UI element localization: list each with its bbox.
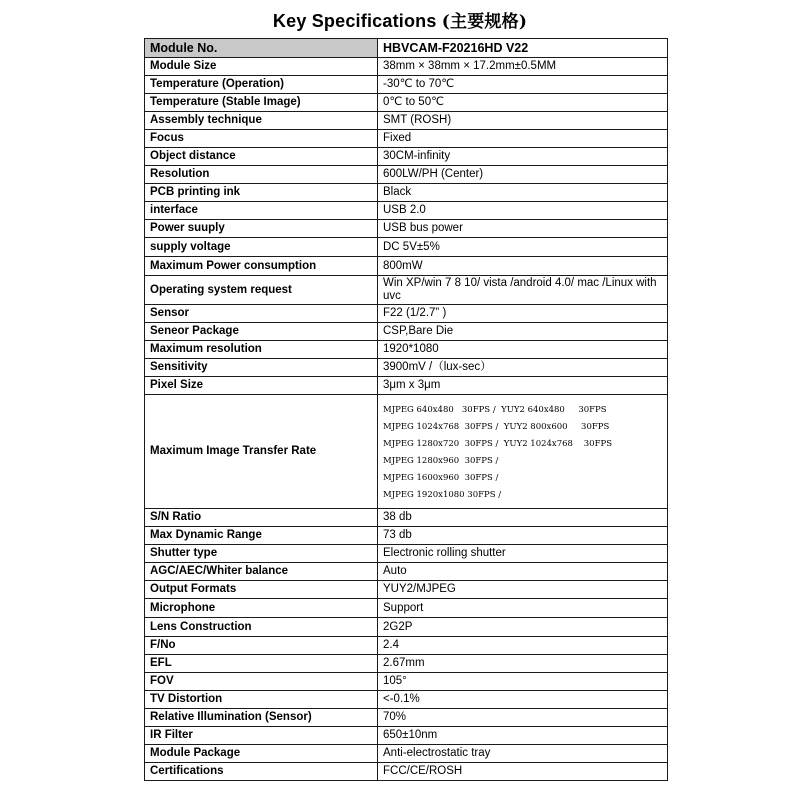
spec-key: Focus [145,130,378,148]
spec-value: -30℃ to 70℃ [378,76,668,94]
spec-key: Sensitivity [145,359,378,377]
spec-key: Module No. [145,39,378,58]
spec-row [145,166,668,184]
spec-value: 1920*1080 [378,341,668,359]
spec-key: Maximum resolution [145,341,378,359]
spec-key: Resolution [145,166,378,184]
spec-value: Win XP/win 7 8 10/ vista /android 4.0/ mac /Linux with uvc [378,276,668,305]
spec-value: Electronic rolling shutter [378,545,668,563]
spec-row [145,148,668,166]
spec-row [145,305,668,323]
spec-row [145,202,668,220]
spec-value: Black [378,184,668,202]
spec-value: 3μm x 3μm [378,377,668,395]
transfer-rate-line: MJPEG 1280x720 30FPS / YUY2 1024x768 30FPS [383,438,613,449]
spec-value: 105° [378,673,668,691]
transfer-rate-line: MJPEG 640x480 30FPS / YUY2 640x480 30FPS [383,404,607,415]
spec-table [144,38,668,781]
spec-row [145,130,668,148]
spec-value: 70% [378,709,668,727]
spec-row [145,637,668,655]
spec-key: Temperature (Stable Image) [145,94,378,112]
spec-value: FCC/CE/ROSH [378,763,668,781]
spec-value: 38mm × 38mm × 17.2mm±0.5MM [378,58,668,76]
spec-row [145,563,668,581]
spec-value: YUY2/MJPEG [378,581,668,599]
spec-row [145,323,668,341]
spec-value: F22 (1/2.7” ) [378,305,668,323]
spec-value: 0℃ to 50℃ [378,94,668,112]
spec-key: Seneor Package [145,323,378,341]
spec-key: Object distance [145,148,378,166]
spec-value: <-0.1% [378,691,668,709]
spec-value: DC 5V±5% [378,238,668,257]
page-title [0,7,800,32]
spec-key: EFL [145,655,378,673]
spec-key: FOV [145,673,378,691]
transfer-rate-line: MJPEG 1600x960 30FPS / [383,472,499,483]
spec-row [145,39,668,58]
spec-row [145,395,668,509]
spec-key: interface [145,202,378,220]
spec-value: Auto [378,563,668,581]
spec-key: F/No [145,637,378,655]
spec-key: Shutter type [145,545,378,563]
spec-key: Max Dynamic Range [145,527,378,545]
spec-value: HBVCAM-F20216HD V22 [378,39,668,58]
spec-row [145,377,668,395]
transfer-rate-line: MJPEG 1280x960 30FPS / [383,455,499,466]
spec-key: Microphone [145,599,378,618]
spec-key: Module Size [145,58,378,76]
spec-value: 73 db [378,527,668,545]
spec-key: AGC/AEC/Whiter balance [145,563,378,581]
spec-value: USB bus power [378,220,668,238]
spec-value: 30CM-infinity [378,148,668,166]
spec-row [145,509,668,527]
spec-row [145,545,668,563]
spec-row [145,618,668,637]
spec-key: Assembly technique [145,112,378,130]
spec-value: CSP,Bare Die [378,323,668,341]
spec-key: supply voltage [145,238,378,257]
spec-value: 3900mV /（lux-sec） [378,359,668,377]
title-text: Key Specifications [272,11,437,31]
spec-key: Pixel Size [145,377,378,395]
spec-row [145,238,668,257]
spec-key: Power suuply [145,220,378,238]
spec-row [145,581,668,599]
spec-key: TV Distortion [145,691,378,709]
spec-value: 800mW [378,257,668,276]
spec-row [145,527,668,545]
spec-value: SMT (ROSH) [378,112,668,130]
spec-key: Module Package [145,745,378,763]
spec-value [378,395,668,509]
spec-key: Maximum Image Transfer Rate [145,395,378,509]
spec-table-body [145,39,668,781]
spec-row [145,58,668,76]
spec-key: Temperature (Operation) [145,76,378,94]
spec-row [145,599,668,618]
spec-key: Certifications [145,763,378,781]
title-chinese: (主要规格) [441,12,528,32]
spec-row [145,763,668,781]
spec-row [145,745,668,763]
spec-key: PCB printing ink [145,184,378,202]
spec-key: Operating system request [145,276,378,305]
transfer-rate-line: MJPEG 1024x768 30FPS / YUY2 800x600 30FPS [383,421,610,432]
spec-value: 600LW/PH (Center) [378,166,668,184]
spec-value: 38 db [378,509,668,527]
spec-key: Relative Illumination (Sensor) [145,709,378,727]
spec-row [145,691,668,709]
spec-row [145,673,668,691]
spec-row [145,276,668,305]
spec-row [145,359,668,377]
spec-row [145,220,668,238]
spec-value: Anti-electrostatic tray [378,745,668,763]
spec-row [145,112,668,130]
spec-row [145,76,668,94]
spec-row [145,727,668,745]
spec-row [145,257,668,276]
spec-key: S/N Ratio [145,509,378,527]
spec-row [145,94,668,112]
spec-value: 2G2P [378,618,668,637]
spec-row [145,709,668,727]
spec-value: 2.4 [378,637,668,655]
spec-key: Sensor [145,305,378,323]
spec-row [145,341,668,359]
spec-row [145,184,668,202]
spec-value: 650±10nm [378,727,668,745]
spec-value: USB 2.0 [378,202,668,220]
spec-key: Maximum Power consumption [145,257,378,276]
spec-key: Lens Construction [145,618,378,637]
transfer-rate-line: MJPEG 1920x1080 30FPS / [383,489,502,500]
spec-value: 2.67mm [378,655,668,673]
spec-key: IR Filter [145,727,378,745]
spec-row [145,655,668,673]
spec-value: Fixed [378,130,668,148]
spec-key: Output Formats [145,581,378,599]
spec-value: Support [378,599,668,618]
